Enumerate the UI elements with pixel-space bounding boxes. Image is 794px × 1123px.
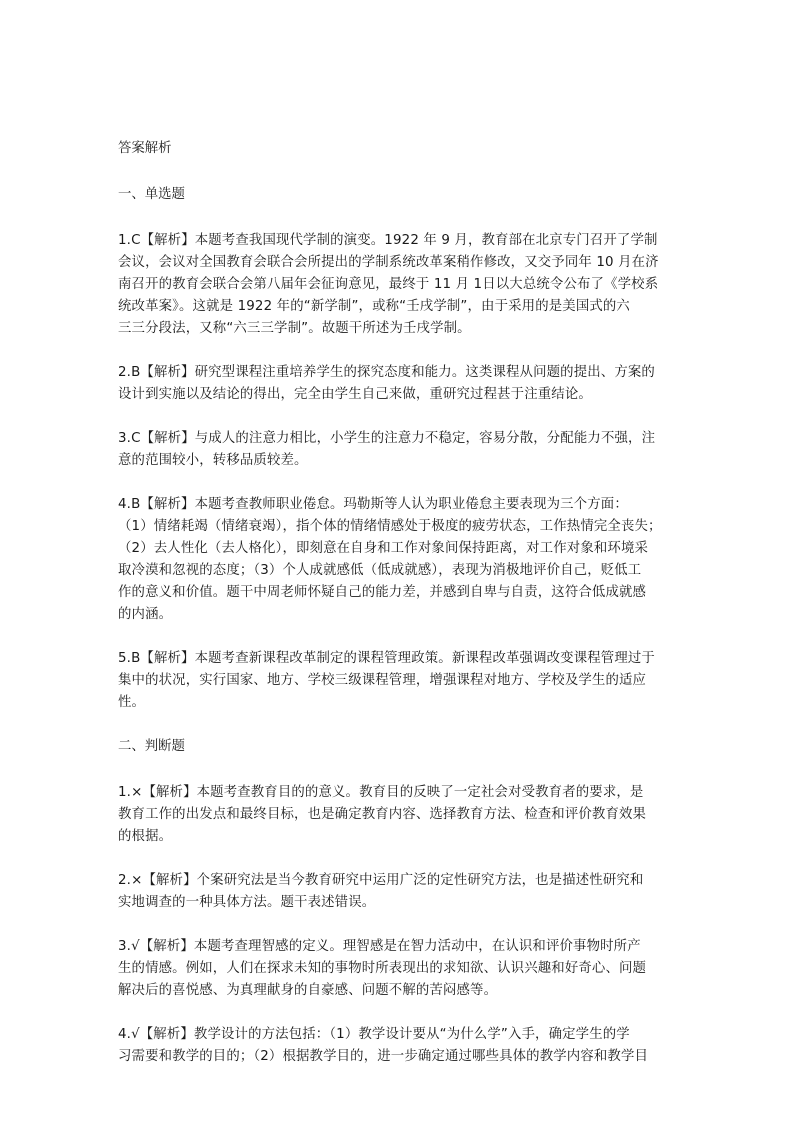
judgement-paragraph-4 (118, 1024, 678, 1068)
section-heading-true-false: 二、判断题 (118, 739, 185, 754)
answer-paragraph-2 (118, 362, 678, 406)
paragraph-line: 4.B【解析】本题考查教师职业倦怠。玛勒斯等人认为职业倦怠主要表现为三个方面： (118, 497, 628, 512)
judgement-paragraph-2 (118, 870, 678, 914)
paragraph-line: 的根据。 (118, 829, 173, 844)
paragraph-line: 的内涵。 (118, 607, 173, 622)
paragraph-line: 生的情感。例如，人们在探求未知的事物时所表现出的求知欲、认识兴趣和好奇心、问题 (118, 961, 647, 976)
paragraph-line: 教育工作的出发点和最终目标，也是确定教育内容、选择教育方法、检查和评价教育效果 (118, 807, 647, 822)
paragraph-line: 习需要和教学的目的；（2）根据教学目的，进一步确定通过哪些具体的教学内容和教学目 (118, 1049, 649, 1064)
paragraph-line: 5.B【解析】本题考查新课程改革制定的课程管理政策。新课程改革强调改变课程管理过于 (118, 651, 655, 666)
answer-paragraph-1 (118, 230, 678, 340)
paragraph-line: 2.×【解析】个案研究法是当今教育研究中运用广泛的定性研究方法，也是描述性研究和 (118, 873, 644, 888)
paragraph-line: 2.B【解析】研究型课程注重培养学生的探究态度和能力。这类课程从问题的提出、方案的 (118, 365, 655, 380)
paragraph-line: 作的意义和价值。题干中周老师怀疑自己的能力差，并感到自卑与自责，这符合低成就感 (118, 585, 647, 600)
answer-paragraph-4 (118, 494, 678, 626)
paragraph-line: 3.√【解析】本题考查理智感的定义。理智感是在智力活动中，在认识和评价事物时所产 (118, 939, 641, 954)
answer-paragraph-5 (118, 648, 678, 714)
answer-paragraph-3 (118, 428, 678, 472)
paragraph-line: 会议，会议对全国教育会联合会所提出的学制系统改革案稍作修改，又交予同年 10 月在济 (118, 255, 659, 270)
paragraph-line: 三三分段法，又称“六三三学制”。故题干所述为壬戌学制。 (118, 321, 471, 336)
paragraph-line: 取冷漠和忽视的态度；（3）个人成就感低（低成就感），表现为消极地评价自己，贬低工 (118, 563, 642, 578)
paragraph-line: 集中的状况，实行国家、地方、学校三级课程管理，增强课程对地方、学校及学生的适应 (118, 673, 647, 688)
paragraph-line: 解决后的喜悦感、为真理献身的自豪感、问题不解的苦闷感等。 (118, 983, 498, 998)
paragraph-line: 设计到实施以及结论的得出，完全由学生自己来做，重研究过程甚于注重结论。 (118, 387, 592, 402)
paragraph-line: （1）情绪耗竭（情绪衰竭），指个体的情绪情感处于极度的疲劳状态，工作热情完全丧失； (118, 519, 662, 534)
paragraph-line: 实地调查的一种具体方法。题干表述错误。 (118, 895, 376, 910)
document-page (118, 138, 678, 1068)
section-heading-single-choice: 一、单选题 (118, 187, 185, 202)
paragraph-line: 1.×【解析】本题考查教育目的的意义。教育目的反映了一定社会对受教育者的要求，是 (118, 785, 644, 800)
paragraph-line: 性。 (118, 695, 146, 710)
paragraph-line: 3.C【解析】与成人的注意力相比，小学生的注意力不稳定，容易分散，分配能力不强，注 (118, 431, 656, 446)
paragraph-line: 1.C【解析】本题考查我国现代学制的演变。1922 年 9 月，教育部在北京专门召开了学制 (118, 233, 658, 248)
judgement-paragraph-3 (118, 936, 678, 1002)
paragraph-line: 南召开的教育会联合会第八届年会征询意见，最终于 11 月 1日以大总统令公布了《学校系 (118, 277, 659, 292)
paragraph-line: 意的范围较小，转移品质较差。 (118, 453, 308, 468)
judgement-paragraph-1 (118, 782, 678, 848)
document-title: 答案解析 (118, 141, 172, 156)
paragraph-line: （2）去人性化（去人格化），即刻意在自身和工作对象间保持距离，对工作对象和环境采 (118, 541, 649, 556)
paragraph-line: 4.√【解析】教学设计的方法包括：（1）教学设计要从“为什么学”入手，确定学生的学 (118, 1027, 630, 1042)
paragraph-line: 统改革案》。这就是 1922 年的“新学制”，或称“壬戌学制”，由于采用的是美国式的六 (118, 299, 630, 314)
